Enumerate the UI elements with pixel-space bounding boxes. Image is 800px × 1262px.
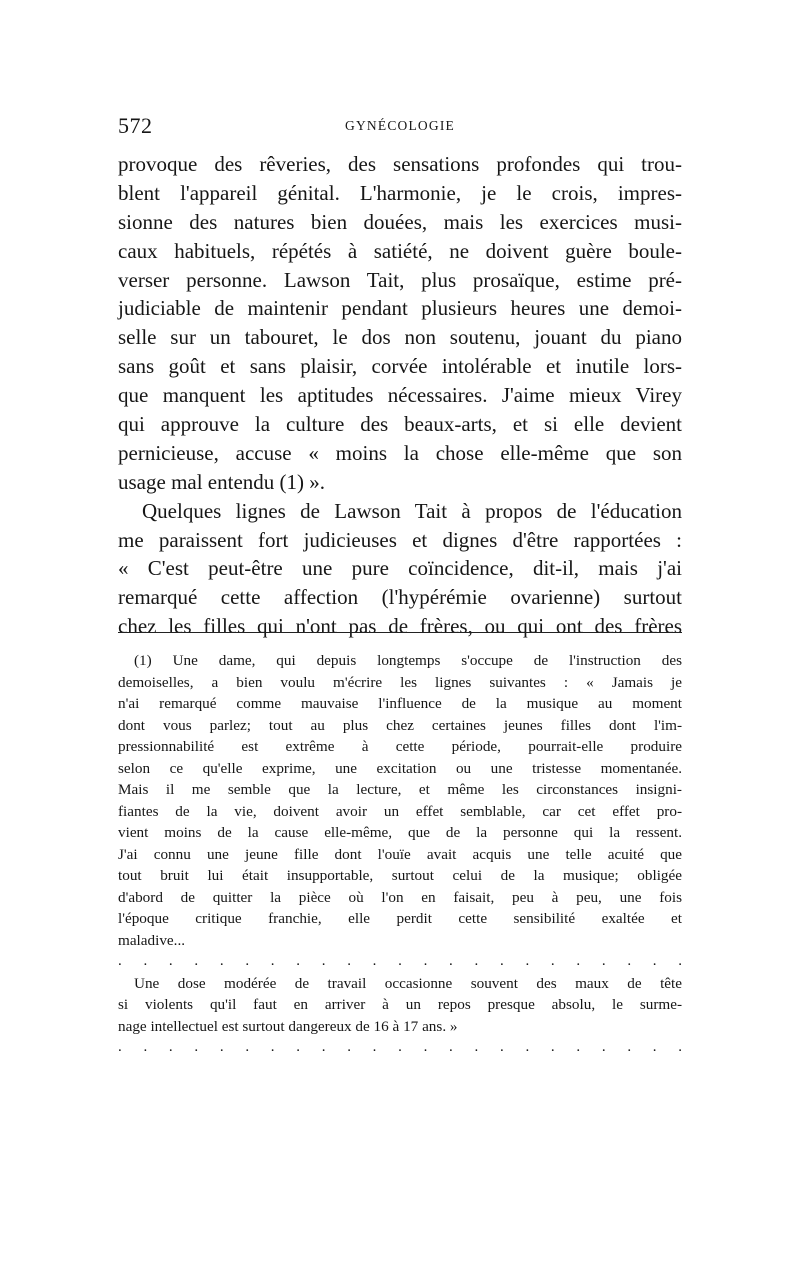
body-line: Quelques lignes de Lawson Tait à propos de l'éducation bbox=[142, 498, 682, 523]
body-line: verser personne. Lawson Tait, plus prosaïque, estime pré- bbox=[118, 267, 682, 292]
body-line: selle sur un tabouret, le dos non soutenu, jouant du piano bbox=[118, 325, 682, 350]
body-line: « C'est peut-être une pure coïncidence, dit-il, mais j'ai bbox=[118, 556, 682, 581]
body-line: me paraissent fort judicieuses et dignes d'être rapportées : bbox=[118, 527, 682, 552]
footnote-line: n'ai remarqué comme mauvaise l'influence de la musique au moment bbox=[118, 695, 682, 712]
page-number: 572 bbox=[118, 113, 153, 138]
body-line: blent l'appareil génital. L'harmonie, je le crois, impres- bbox=[118, 180, 682, 205]
body-line: chez les filles qui n'ont pas de frères, ou qui ont des frères bbox=[118, 614, 682, 639]
footnote-line: fiantes de la vie, doivent avoir un effet semblable, car cet effet pro- bbox=[118, 802, 682, 820]
footnote-line: maladive... bbox=[118, 931, 186, 949]
ellipsis-dots: . . . . . . . . . . . . . . . . . . . . . . . bbox=[118, 1039, 682, 1055]
footnote-line: J'ai connu une jeune fille dont l'ouïe avait acquis une telle acuité que bbox=[118, 845, 682, 863]
footnote-line: demoiselles, a bien voulu m'écrire les lignes suivantes : « Jamais je bbox=[118, 673, 682, 691]
body-line: sionne des natures bien douées, mais les exercices musi- bbox=[118, 209, 682, 234]
body-line: usage mal entendu (1) ». bbox=[118, 469, 326, 494]
footnote-line: (1) Une dame, qui depuis longtemps s'occupe de l'instruction des bbox=[134, 652, 682, 669]
footnote-line: pressionnabilité est extrême à cette période, pourrait-elle produire bbox=[118, 738, 682, 755]
running-title: GYNÉCOLOGIE bbox=[345, 118, 455, 133]
footnote-line: dont vous parlez; tout au plus chez certaines jeunes filles dont l'im- bbox=[118, 716, 682, 734]
running-head bbox=[118, 113, 682, 143]
footnote-line: nage intellectuel est surtout dangereux de 16 à 17 ans. » bbox=[118, 1017, 458, 1035]
footnote-line: Une dose modérée de travail occasionne souvent des maux de tête bbox=[134, 974, 682, 992]
main-text bbox=[118, 150, 682, 641]
body-line: pernicieuse, accuse « moins la chose elle-même que son bbox=[118, 440, 682, 465]
footnote-line: l'époque critique franchie, elle perdit cette sensibilité exaltée et bbox=[118, 910, 682, 927]
body-line: remarqué cette affection (l'hypérémie ovarienne) surtout bbox=[118, 585, 682, 610]
footnotes bbox=[118, 650, 682, 1059]
footnote-rule bbox=[118, 632, 682, 633]
footnote-line: tout bruit lui était insupportable, surtout celui de la musique; obligée bbox=[118, 867, 682, 884]
body-line: que manquent les aptitudes nécessaires. J'aime mieux Virey bbox=[118, 383, 682, 408]
footnote-line: vient moins de la cause elle-même, que de la personne qui la ressent. bbox=[118, 824, 682, 841]
body-line: sans goût et sans plaisir, corvée intolérable et inutile lors- bbox=[118, 354, 682, 379]
body-line: judiciable de maintenir pendant plusieurs heures une demoi- bbox=[118, 296, 682, 321]
footnote-line: Mais il me semble que la lecture, et même les circonstances insigni- bbox=[118, 781, 682, 798]
body-line: provoque des rêveries, des sensations profondes qui trou- bbox=[118, 152, 682, 176]
footnote-line: si violents qu'il faut en arriver à un repos presque absolu, le surme- bbox=[118, 996, 682, 1013]
body-line: qui approuve la culture des beaux-arts, et si elle devient bbox=[118, 412, 682, 437]
ellipsis-dots: . . . . . . . . . . . . . . . . . . . . . . . bbox=[118, 953, 682, 969]
footnote-line: selon ce qu'elle exprime, une excitation ou une tristesse momentanée. bbox=[118, 759, 682, 777]
footnote-line: d'abord de quitter la pièce où l'on en faisait, peu à peu, une fois bbox=[118, 888, 682, 906]
body-line: caux habituels, répétés à satiété, ne doivent guère boule- bbox=[118, 238, 682, 263]
